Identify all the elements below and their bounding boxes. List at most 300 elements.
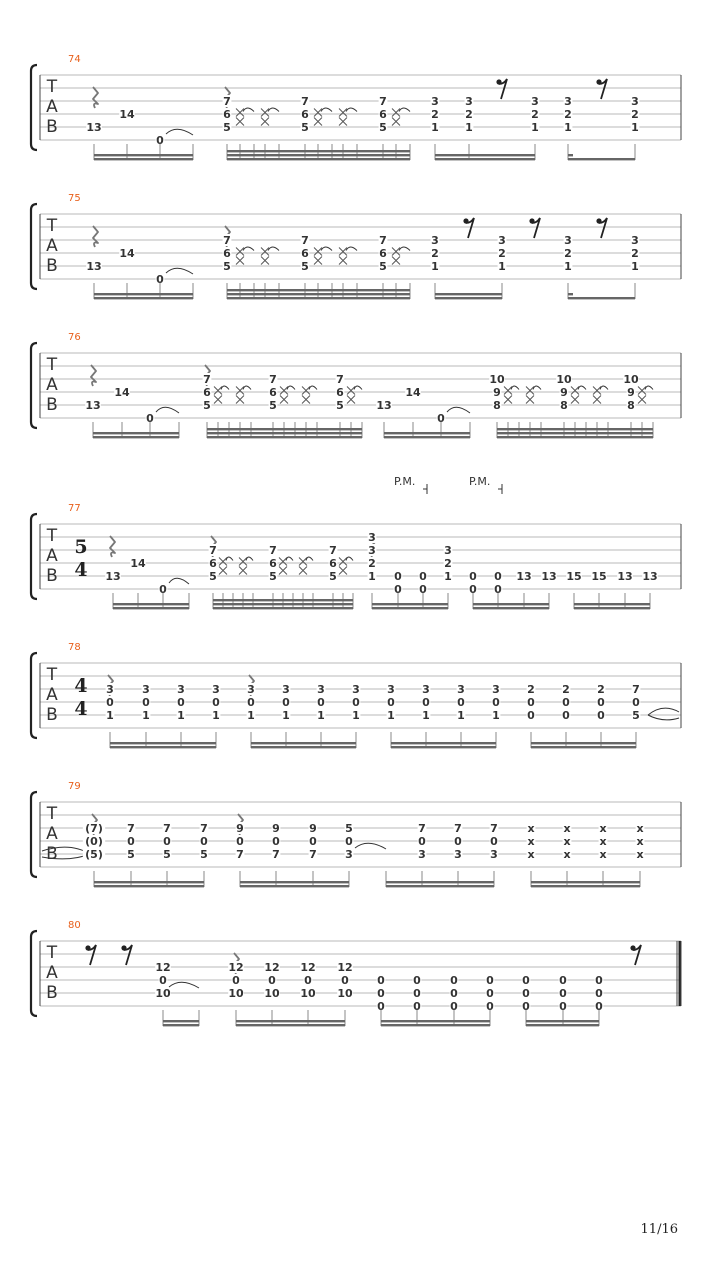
fret-number: 5	[223, 260, 231, 273]
tie	[645, 386, 653, 390]
fret-number: 2	[597, 683, 605, 696]
beam	[227, 150, 410, 152]
fret-number: 0	[163, 835, 171, 848]
fret-number: 5	[269, 570, 277, 583]
beam	[110, 746, 216, 748]
fret-number: 5	[336, 399, 344, 412]
fret-number: 5	[632, 709, 640, 722]
fret-number: 1	[564, 260, 572, 273]
tie	[346, 557, 353, 561]
fret-number: 8	[560, 399, 568, 412]
tab-clef-letter: T	[46, 355, 58, 375]
tab-clef-letter: A	[46, 963, 58, 983]
fret-number: 0	[177, 696, 185, 709]
fret-number: x	[599, 835, 607, 848]
beam	[435, 297, 502, 299]
fret-number: 0	[562, 709, 570, 722]
fret-number: 0	[469, 570, 477, 583]
tie	[399, 247, 410, 251]
fret-number: 1	[352, 709, 360, 722]
tab-clef-letter: B	[46, 395, 58, 415]
beam	[531, 885, 640, 887]
tab-system	[31, 920, 681, 1026]
fret-number: 0	[522, 974, 530, 987]
beam	[526, 1024, 599, 1026]
system-bracket	[31, 343, 37, 428]
quarter-rest	[93, 226, 98, 247]
fret-number: 14	[119, 108, 135, 121]
fret-number: 3	[142, 683, 150, 696]
system-bracket	[31, 65, 37, 150]
system-bracket	[31, 514, 37, 599]
fret-number: 3	[498, 234, 506, 247]
fret-number: 2	[564, 108, 572, 121]
fret-number: 3	[345, 848, 353, 861]
tie	[648, 715, 679, 720]
fret-number: 5	[223, 121, 231, 134]
fret-number: 12	[337, 961, 353, 974]
fret-number: 0	[494, 570, 502, 583]
fret-number: 0	[394, 570, 402, 583]
page-number: 11/16	[640, 1222, 678, 1237]
tab-clef-letter: B	[46, 844, 58, 864]
beam	[381, 1024, 490, 1026]
fret-number: 3	[431, 234, 439, 247]
time-signature-top: 4	[74, 675, 88, 697]
beam	[227, 158, 410, 160]
fret-number: 13	[516, 570, 532, 583]
beam	[384, 436, 470, 438]
fret-number: 0	[159, 583, 167, 596]
beam	[113, 607, 189, 609]
tie	[226, 557, 233, 561]
fret-number: 13	[376, 399, 392, 412]
fret-number: 0	[597, 696, 605, 709]
fret-number: 0	[146, 412, 154, 425]
fret-number: 13	[85, 399, 101, 412]
beam	[386, 885, 494, 887]
quarter-rest	[110, 536, 115, 557]
fret-number: 0	[559, 1000, 567, 1013]
fret-number: 1	[106, 709, 114, 722]
tab-clef-letter: B	[46, 566, 58, 586]
fret-number: 7	[223, 95, 231, 108]
fret-number: 6	[203, 386, 211, 399]
tab-clef-letter: T	[46, 216, 58, 236]
fret-number: 0	[156, 273, 164, 286]
fret-number: 1	[387, 709, 395, 722]
fret-number: 7	[379, 95, 387, 108]
fret-number: 13	[541, 570, 557, 583]
fret-number: 1	[212, 709, 220, 722]
beam	[213, 607, 353, 609]
fret-number: 0	[522, 1000, 530, 1013]
fret-number: 6	[223, 108, 231, 121]
tab-clef-letter: A	[46, 824, 58, 844]
fret-number: 6	[269, 386, 277, 399]
fret-number: 3	[631, 234, 639, 247]
system-bracket	[31, 931, 37, 1016]
fret-number: 13	[86, 121, 102, 134]
fret-number: 1	[492, 709, 500, 722]
fret-number: 1	[317, 709, 325, 722]
beam	[110, 742, 216, 744]
measure-number: 79	[68, 781, 81, 792]
fret-number: 0	[232, 974, 240, 987]
fret-number: 0	[597, 709, 605, 722]
fret-number: 5	[269, 399, 277, 412]
fret-number: 5	[163, 848, 171, 861]
fret-number: 0	[304, 974, 312, 987]
fret-number: 1	[631, 260, 639, 273]
tie	[354, 386, 362, 390]
measure-number: 76	[68, 332, 81, 343]
fret-number: 0	[127, 835, 135, 848]
fret-number: 9	[493, 386, 501, 399]
fret-number: 0	[352, 696, 360, 709]
fret-number: 7	[329, 544, 337, 557]
fret-number: 0	[454, 835, 462, 848]
fret-number: 6	[329, 557, 337, 570]
beam	[568, 297, 635, 299]
fret-number: 2	[465, 108, 473, 121]
fret-number: 13	[105, 570, 121, 583]
fret-number: 1	[457, 709, 465, 722]
fret-number: 0	[486, 1000, 494, 1013]
fret-number: 1	[465, 121, 473, 134]
tab-clef-letter: B	[46, 117, 58, 137]
beam	[163, 1020, 199, 1022]
fret-number: 3	[282, 683, 290, 696]
fret-number: 7	[301, 95, 309, 108]
beam	[381, 1020, 490, 1022]
tie	[243, 247, 254, 251]
quarter-rest	[93, 87, 98, 108]
fret-number: 5	[329, 570, 337, 583]
beam	[531, 881, 640, 883]
fret-number: 7	[632, 683, 640, 696]
beam	[473, 603, 549, 605]
fret-number: 0	[413, 974, 421, 987]
tie	[268, 108, 279, 112]
tie	[321, 247, 332, 251]
fret-number: 0	[595, 987, 603, 1000]
fret-number: 13	[86, 260, 102, 273]
fret-number: 0	[469, 583, 477, 596]
fret-number: 7	[309, 848, 317, 861]
beam	[227, 297, 410, 299]
beam	[435, 158, 535, 160]
fret-number: 2	[444, 557, 452, 570]
fret-number: 1	[498, 260, 506, 273]
system-bracket	[31, 204, 37, 289]
fret-number: 7	[203, 373, 211, 386]
fret-number: 3	[106, 683, 114, 696]
tie	[286, 557, 293, 561]
fret-number: 1	[631, 121, 639, 134]
fret-number: 2	[562, 683, 570, 696]
tie	[246, 557, 253, 561]
fret-number: 1	[422, 709, 430, 722]
fret-number: 6	[336, 386, 344, 399]
fret-number: 2	[631, 247, 639, 260]
fret-number: 0	[527, 709, 535, 722]
fret-number: 7	[336, 373, 344, 386]
beam	[435, 293, 502, 295]
fret-number: 10	[155, 987, 171, 1000]
fret-number: 0	[522, 987, 530, 1000]
fret-number: 1	[431, 260, 439, 273]
beam	[240, 881, 349, 883]
fret-number: 7	[490, 822, 498, 835]
beam	[240, 885, 349, 887]
fret-number: 3	[631, 95, 639, 108]
fret-number: 12	[264, 961, 280, 974]
tie	[306, 557, 313, 561]
fret-number: 0	[106, 696, 114, 709]
fret-number: 0	[345, 835, 353, 848]
fret-number: 0	[418, 835, 426, 848]
tab-system	[31, 193, 681, 299]
fret-number: 0	[457, 696, 465, 709]
tie	[533, 386, 541, 390]
beam	[213, 599, 353, 601]
fret-number: 0	[377, 974, 385, 987]
fret-number: 9	[627, 386, 635, 399]
tie	[243, 108, 254, 112]
beam	[94, 154, 193, 156]
fret-number: 7	[269, 544, 277, 557]
fret-number: 0	[142, 696, 150, 709]
tie	[447, 407, 470, 413]
fret-number: 0	[486, 974, 494, 987]
fret-number: 0	[200, 835, 208, 848]
tie	[169, 982, 199, 988]
beam	[93, 432, 179, 434]
beam	[207, 428, 362, 430]
tab-clef-letter: T	[46, 804, 58, 824]
fret-number: 0	[527, 696, 535, 709]
fret-number: 10	[337, 987, 353, 1000]
fret-number: 6	[209, 557, 217, 570]
measure-number: 74	[68, 54, 81, 65]
fret-number: 3	[317, 683, 325, 696]
beam	[526, 1020, 599, 1022]
fret-number: 6	[301, 247, 309, 260]
fret-number: 7	[209, 544, 217, 557]
fret-number: 12	[300, 961, 316, 974]
fret-number: 13	[642, 570, 658, 583]
fret-number: 12	[228, 961, 244, 974]
beam	[94, 293, 193, 295]
tie	[399, 108, 410, 112]
measure-number: 78	[68, 642, 81, 653]
fret-number: 3	[177, 683, 185, 696]
fret-number: 9	[309, 822, 317, 835]
fret-number: 10	[264, 987, 280, 1000]
beam	[94, 297, 193, 299]
beam	[384, 432, 470, 434]
fret-number: x	[636, 835, 644, 848]
beam	[574, 607, 650, 609]
tab-clef-letter: T	[46, 943, 58, 963]
tie	[355, 843, 386, 849]
fret-number: 1	[444, 570, 452, 583]
fret-number: 0	[437, 412, 445, 425]
quarter-rest	[91, 365, 96, 386]
fret-number: 7	[269, 373, 277, 386]
time-signature-bottom: 4	[74, 559, 88, 581]
fret-number: 0	[450, 1000, 458, 1013]
fret-number: 10	[556, 373, 572, 386]
fret-number: 7	[236, 848, 244, 861]
fret-number: (7)	[85, 822, 103, 835]
fret-number: 0	[309, 835, 317, 848]
fret-number: 8	[493, 399, 501, 412]
fret-number: 3	[431, 95, 439, 108]
beam	[227, 293, 410, 295]
beam	[568, 158, 635, 160]
fret-number: 3	[212, 683, 220, 696]
tab-system	[31, 54, 681, 160]
fret-number: 1	[177, 709, 185, 722]
beam	[386, 881, 494, 883]
fret-number: 3	[490, 848, 498, 861]
fret-number: 14	[130, 557, 146, 570]
beam	[213, 603, 353, 605]
beam	[93, 436, 179, 438]
fret-number: 13	[617, 570, 633, 583]
beam	[372, 607, 448, 609]
tab-clef-letter: A	[46, 236, 58, 256]
fret-number: 0	[387, 696, 395, 709]
tab-clef-letter: T	[46, 526, 58, 546]
tab-clef-letter: A	[46, 685, 58, 705]
tie	[346, 108, 357, 112]
fret-number: 6	[269, 557, 277, 570]
beam	[372, 603, 448, 605]
fret-number: 0	[212, 696, 220, 709]
fret-number: 0	[422, 696, 430, 709]
beam	[227, 154, 410, 156]
fret-number: 0	[595, 974, 603, 987]
fret-number: 3	[531, 95, 539, 108]
fret-number: 0	[377, 987, 385, 1000]
beam	[113, 603, 189, 605]
beam	[236, 1020, 345, 1022]
fret-number: 3	[444, 544, 452, 557]
fret-number: x	[636, 848, 644, 861]
beam	[163, 1024, 199, 1026]
fret-number: 3	[564, 95, 572, 108]
fret-number: x	[527, 835, 535, 848]
fret-number: 10	[300, 987, 316, 1000]
beam	[391, 742, 496, 744]
beam	[391, 746, 496, 748]
fret-number: 0	[419, 583, 427, 596]
fret-number: 0	[282, 696, 290, 709]
fret-number: 7	[163, 822, 171, 835]
fret-number: 6	[301, 108, 309, 121]
fret-number: 14	[114, 386, 130, 399]
tab-clef-letter: B	[46, 256, 58, 276]
fret-number: x	[563, 835, 571, 848]
tie	[648, 708, 679, 715]
fret-number: 0	[486, 987, 494, 1000]
time-signature-top: 5	[74, 536, 88, 558]
fret-number: 6	[379, 108, 387, 121]
fret-number: 1	[247, 709, 255, 722]
tab-system	[31, 642, 681, 748]
tab-clef-letter: A	[46, 97, 58, 117]
fret-number: 0	[413, 1000, 421, 1013]
fret-number: 14	[405, 386, 421, 399]
fret-number: 0	[272, 835, 280, 848]
fret-number: 0	[490, 835, 498, 848]
fret-number: x	[527, 822, 535, 835]
fret-number: 1	[564, 121, 572, 134]
fret-number: x	[599, 848, 607, 861]
fret-number: 5	[209, 570, 217, 583]
time-signature-bottom: 4	[74, 698, 88, 720]
beam	[531, 746, 636, 748]
fret-number: 3	[422, 683, 430, 696]
fret-number: 14	[119, 247, 135, 260]
fret-number: x	[636, 822, 644, 835]
fret-number: 15	[566, 570, 582, 583]
fret-number: 10	[623, 373, 639, 386]
beam	[497, 432, 653, 434]
fret-number: x	[527, 848, 535, 861]
beam	[251, 746, 356, 748]
beam	[94, 885, 204, 887]
beam	[236, 1024, 345, 1026]
tab-clef-letter: A	[46, 546, 58, 566]
fret-number: 0	[494, 583, 502, 596]
fret-number: 9	[236, 822, 244, 835]
system-bracket	[31, 792, 37, 877]
fret-number: 9	[272, 822, 280, 835]
fret-number: 0	[159, 974, 167, 987]
beam	[497, 436, 653, 438]
beam	[94, 158, 193, 160]
beam	[497, 428, 653, 430]
beam	[574, 603, 650, 605]
tie	[166, 129, 193, 135]
fret-number: 9	[560, 386, 568, 399]
fret-number: 7	[127, 822, 135, 835]
fret-number: 6	[223, 247, 231, 260]
fret-number: 0	[559, 974, 567, 987]
beam-partial	[568, 293, 573, 295]
fret-number: x	[599, 822, 607, 835]
beam	[207, 436, 362, 438]
fret-number: 0	[492, 696, 500, 709]
fret-number: 0	[341, 974, 349, 987]
fret-number: 0	[419, 570, 427, 583]
fret-number: (5)	[85, 848, 103, 861]
fret-number: 6	[379, 247, 387, 260]
beam	[227, 289, 410, 291]
palm-mute-label: P.M.	[394, 475, 416, 488]
fret-number: 3	[247, 683, 255, 696]
tab-clef-letter: T	[46, 77, 58, 97]
tab-clef-letter: B	[46, 983, 58, 1003]
fret-number: 2	[498, 247, 506, 260]
fret-number: 0	[156, 134, 164, 147]
fret-number: 0	[562, 696, 570, 709]
fret-number: 0	[632, 696, 640, 709]
